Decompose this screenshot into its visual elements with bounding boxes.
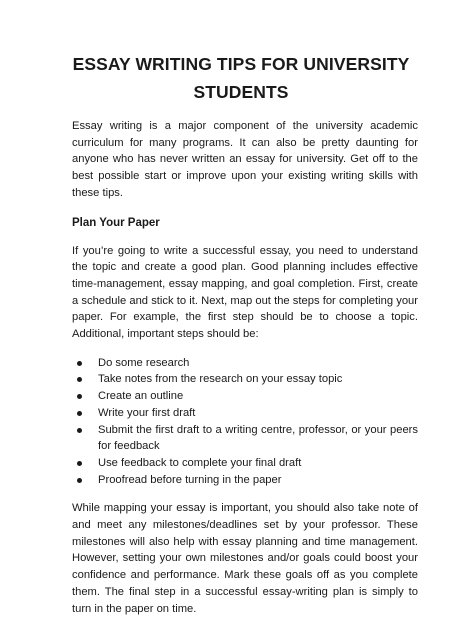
section-heading: Plan Your Paper [72,216,160,229]
bullet-icon [77,361,82,366]
intro-paragraph: Essay writing is a major component of the university academic curriculum for many programs. It can also be pretty daunting for anyone who has never written an essay for university. Get off to the best possible start or improve upon your existing writing skills with these tips. [72,120,418,199]
list-item [72,388,418,405]
bullet-icon [77,478,82,483]
bullet-icon [77,411,82,416]
milestones-paragraph: While mapping your essay is important, you should also take note of and meet any milestones/deadlines set by your professor. These milestones will also help with essay planning and time management. However, setting your own milestones and/or goals could boost your confidence and performance. Mark these goals off as you complete them. The final step in a successful essay-writing plan is simply to turn in the paper on time. [72,502,418,615]
list-item-text: Submit the first draft to a writing centre, professor, or your peers for feedback [98,423,418,453]
planning-paragraph: If you’re going to write a successful essay, you need to understand the topic and create a good plan. Good planning includes effective time-management, essay mapping, and goal completion. First, create a schedule and stick to it. Next, map out the steps for completing your paper. For example, the first step should be to choose a topic. Additional, important steps should be: [72,244,418,341]
list-item-text: Create an outline [98,390,184,403]
list-item-text: Do some research [98,356,190,369]
document-title [58,50,424,106]
title-line-2: STUDENTS [193,82,289,102]
list-item [72,455,418,472]
list-item [72,472,418,489]
list-item [72,371,418,388]
bullet-icon [77,461,82,466]
bullet-icon [77,377,82,382]
list-item-text: Write your first draft [98,406,196,419]
list-item [72,405,418,422]
list-item-text: Use feedback to complete your final draft [98,456,302,469]
title-line-1: ESSAY WRITING TIPS FOR UNIVERSITY [72,54,410,74]
list-item-text: Take notes from the research on your essay topic [98,373,343,386]
bullet-icon [77,394,82,399]
list-item [72,355,418,372]
bullet-icon [77,428,82,433]
steps-list [72,355,418,489]
list-item-text: Proofread before turning in the paper [98,473,282,486]
list-item [72,422,418,455]
